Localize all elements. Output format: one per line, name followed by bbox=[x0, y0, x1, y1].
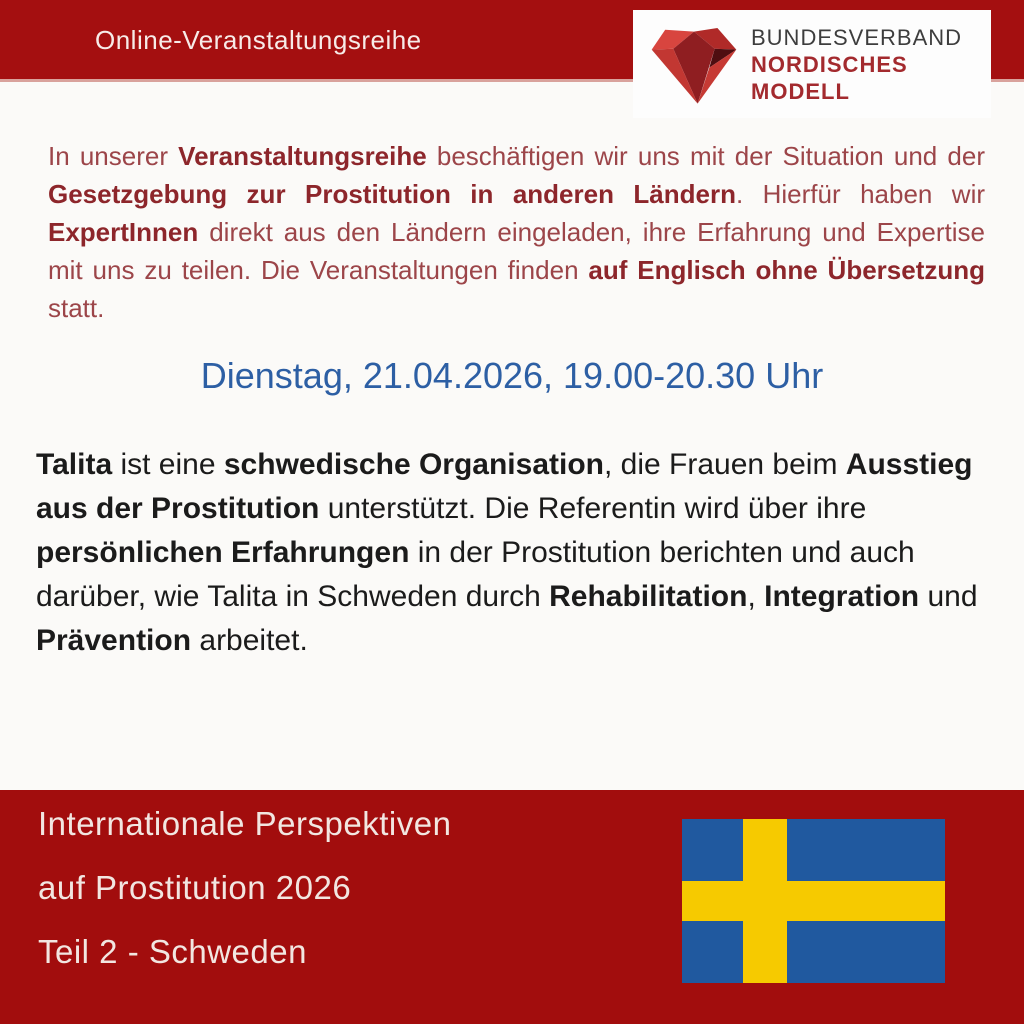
red-gem-logo-icon bbox=[649, 22, 739, 106]
intro-paragraph: In unserer Veranstaltungsreihe beschäftigen wir uns mit der Situation und der Gesetzgebung zur Prostitution in anderen Ländern. Hierfür haben wir ExpertInnen direkt aus den Ländern eingeladen, ihre Erfahrung und Expertise mit uns zu teilen. Die Veranstaltungen finden auf Englisch ohne Übersetzung statt. bbox=[48, 141, 986, 323]
logo-text bbox=[751, 24, 962, 105]
description-paragraph: Talita ist eine schwedische Organisation, die Frauen beim Ausstieg aus der Prostitution unterstützt. Die Referentin wird über ihre persönlichen Erfahrungen in der Prostitution berichten und auch darüber, wie Talita in Schweden durch Rehabilitation, Integration und Prävention arbeitet. bbox=[36, 448, 978, 657]
logo-line-nordisches: NORDISCHES bbox=[751, 51, 908, 77]
footer-title-line3: Teil 2 - Schweden bbox=[38, 933, 307, 970]
footer-band bbox=[0, 790, 1024, 1024]
sweden-flag-icon bbox=[682, 819, 945, 983]
logo-box bbox=[633, 10, 991, 118]
logo-line-modell: MODELL bbox=[751, 78, 850, 104]
flag-cross-horizontal bbox=[682, 881, 945, 921]
event-date: Dienstag, 21.04.2026, 19.00-20.30 Uhr bbox=[200, 355, 824, 396]
series-label: Online-Veranstaltungsreihe bbox=[95, 25, 422, 55]
footer-title-line1: Internationale Perspektiven bbox=[38, 805, 452, 842]
logo-line-bundesverband: BUNDESVERBAND bbox=[751, 24, 963, 50]
footer-title-line2: auf Prostitution 2026 bbox=[38, 869, 352, 906]
